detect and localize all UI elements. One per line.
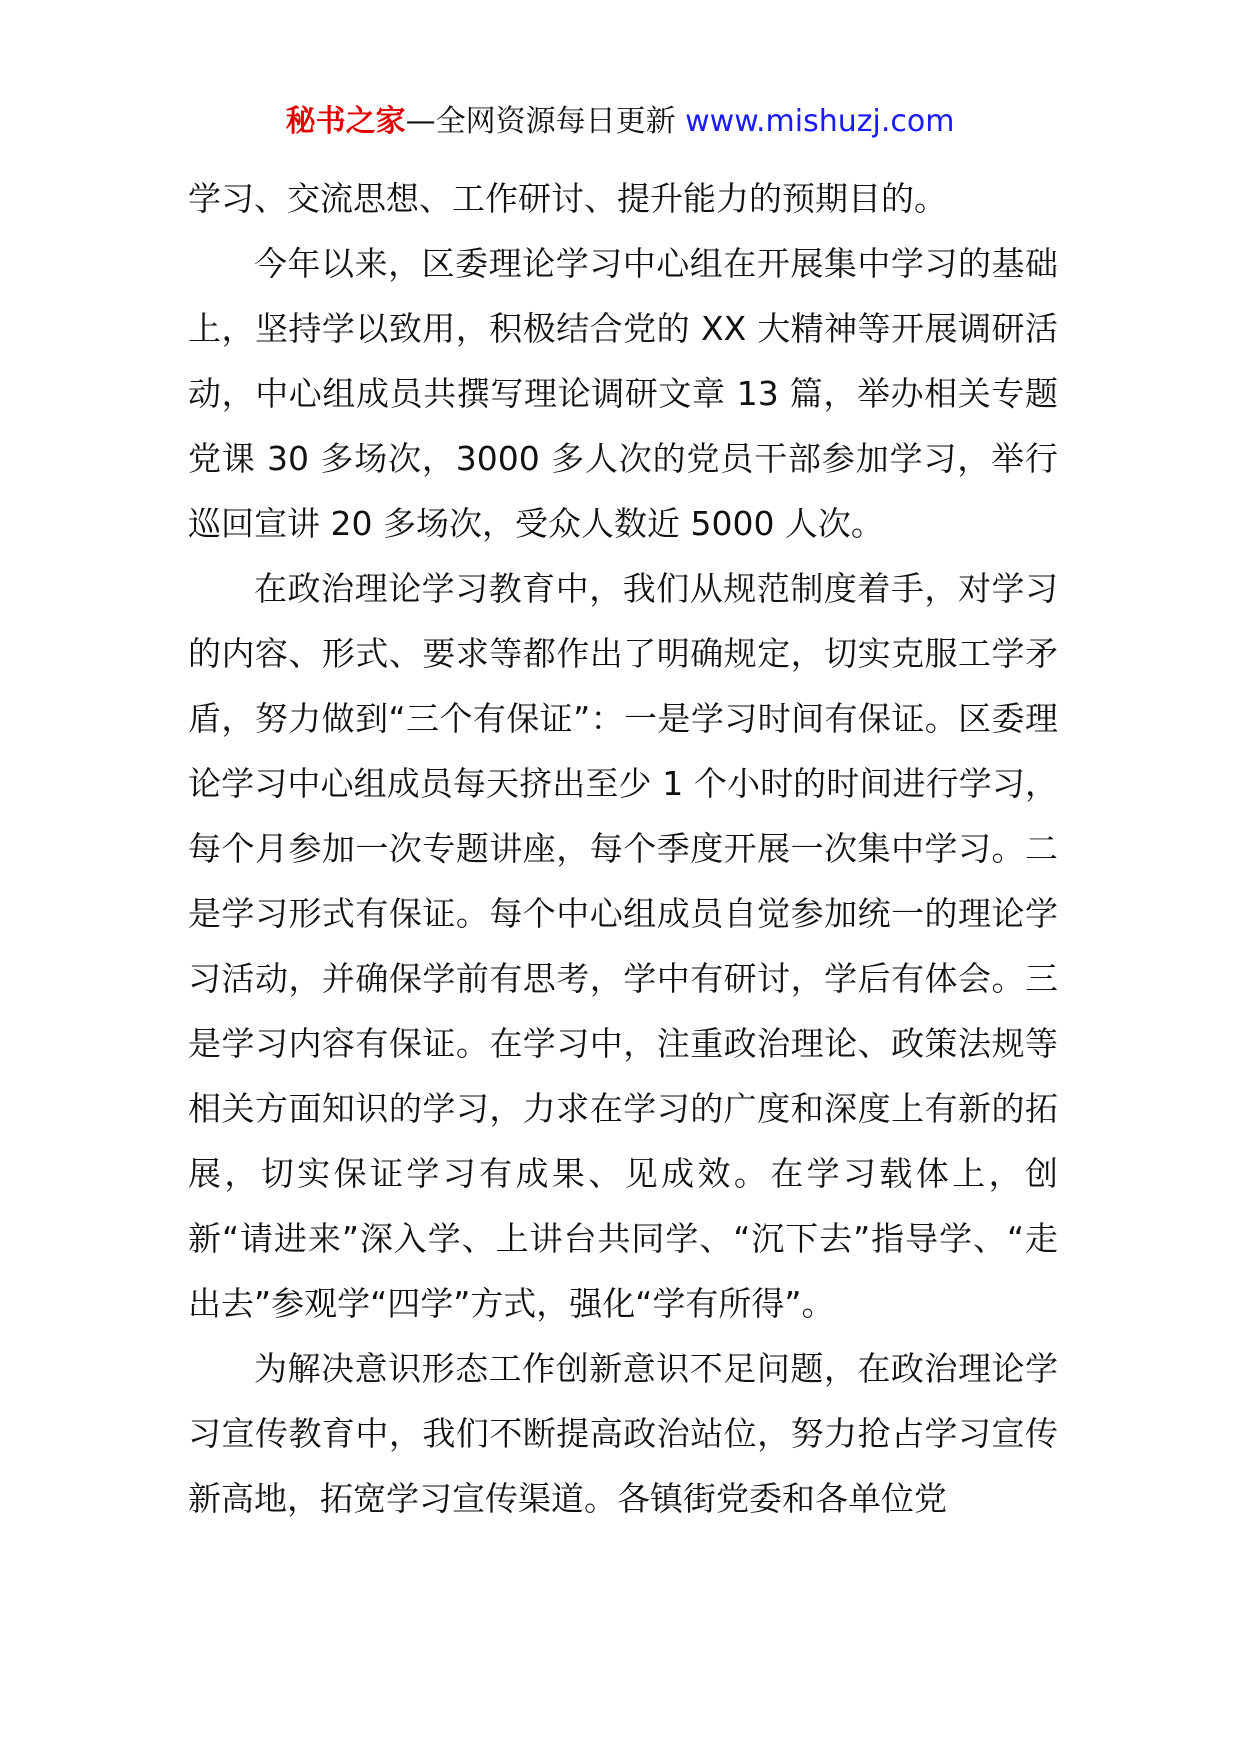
paragraph-innovation: 为解决意识形态工作创新意识不足问题，在政治理论学习宣传教育中，我们不断提高政治站位，努力抢占学习宣传新高地，拓宽学习宣传渠道。各镇街党委和各单位党 — [188, 1349, 1058, 1518]
paragraph-three-guarantees: 在政治理论学习教育中，我们从规范制度着手，对学习的内容、形式、要求等都作出了明确规定，切实克服工学矛盾，努力做到“三个有保证”：一是学习时间有保证。区委理论学习中心组成员每天挤出至少 1 个小时的时间进行学习，每个月参加一次专题讲座，每个季度开展一次集中学习。二是学习形式有保证。每个中心组成员自觉参加统一的理论学习活动，并确保学前有思考，学中有研讨，学后有体会。三是学习内容有保证。在学习中，注重政治理论、政策法规等相关方面知识的学习，力求在学习的广度和深度上有新的拓展，切实保证学习有成果、见成效。在学习载体上，创新“请进来”深入学、上讲台共同学、“沉下去”指导学、“走出去”参观学“四学”方式，强化“学有所得”。 — [188, 569, 1058, 1323]
paragraph-continuation: 学习、交流思想、工作研讨、提升能力的预期目的。 — [188, 179, 947, 218]
paragraph-study-results: 今年以来，区委理论学习中心组在开展集中学习的基础上，坚持学以致用，积极结合党的 XX 大精神等开展调研活动，中心组成员共撰写理论调研文章 13 篇，举办相关专题党课 30 多场次，3000 多人次的党员干部参加学习，举行巡回宣讲 20 多场次，受众人数近 5000 人次。 — [188, 244, 1058, 543]
site-tagline: —全网资源每日更新 — [405, 104, 686, 139]
site-url-link[interactable]: www.mishuzj.com — [685, 104, 955, 139]
site-brand: 秘书之家 — [285, 104, 406, 139]
site-header — [0, 102, 1240, 142]
document-body — [188, 166, 1058, 1531]
